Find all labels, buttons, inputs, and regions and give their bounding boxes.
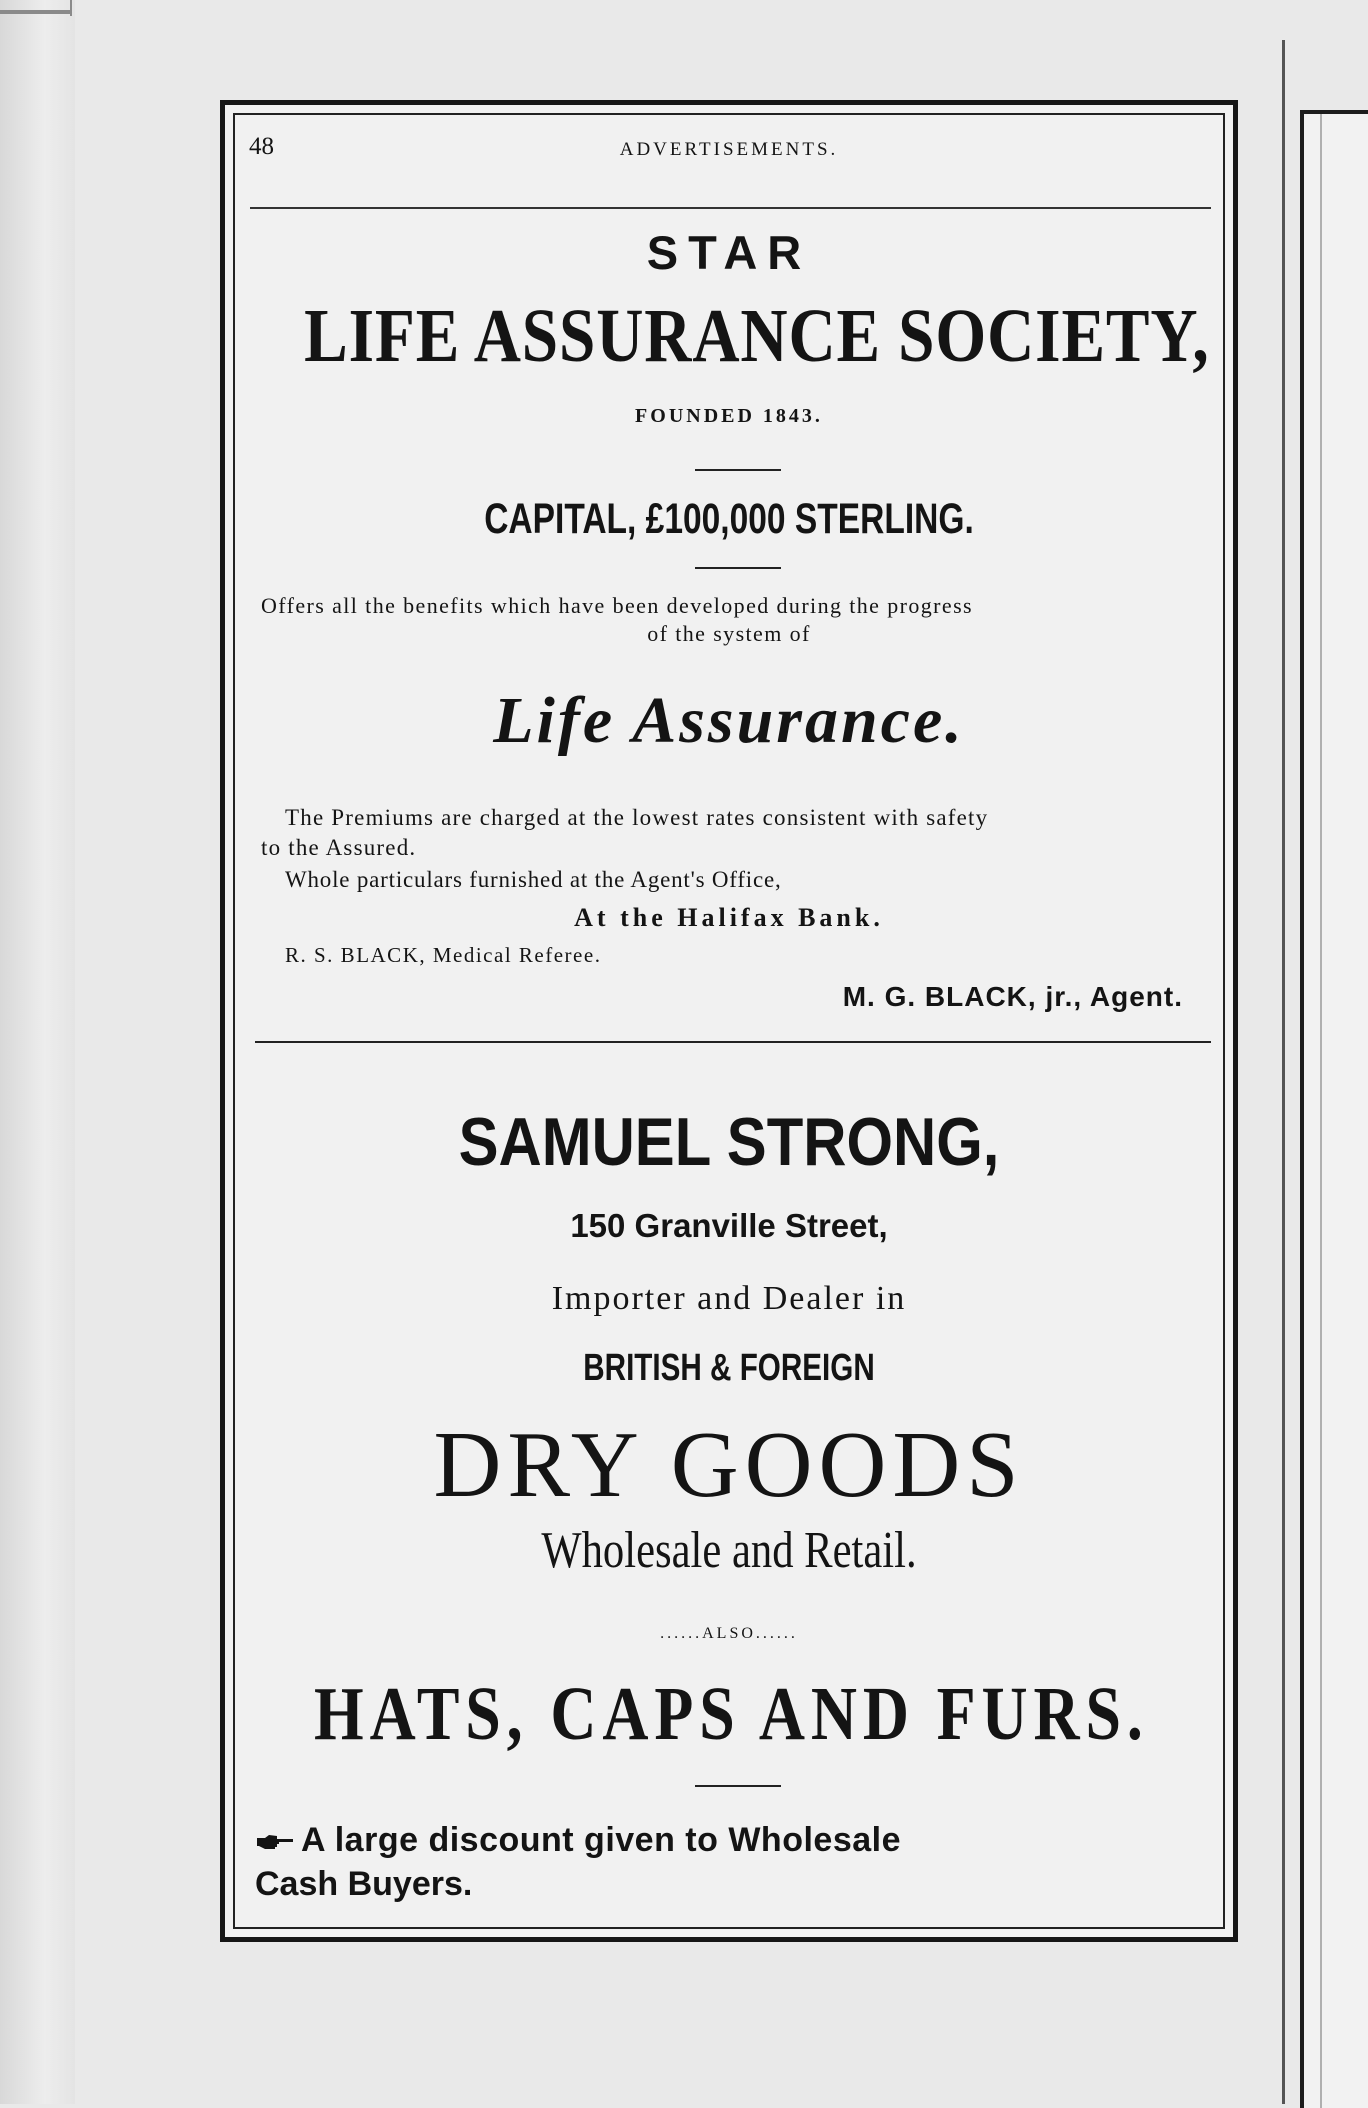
offers-text: Offers all the benefits which have been developed during the progress [261,593,973,618]
hats-caps-furs: HATS, CAPS AND FURS. [314,1672,1149,1756]
section-divider [255,1041,1211,1043]
medical-referee: R. S. BLACK, Medical Referee. [285,943,602,967]
discount-text-continued: Cash Buyers. [255,1865,473,1903]
offers-text-continued: of the system of [647,621,811,646]
premiums-text: The Premiums are charged at the lowest rates consistent with safety [285,805,989,830]
advertisement-inner-border [233,113,1225,1929]
trade-type: Wholesale and Retail. [541,1522,917,1579]
capital-statement: CAPITAL, £100,000 STERLING. [484,495,974,543]
life-assurance-heading: Life Assurance. [493,684,965,757]
pointing-hand-icon [255,1832,295,1852]
left-page-margin [0,0,75,2104]
advertisement-page [220,100,1238,1942]
facing-page-edge [1300,110,1368,2108]
founded-year: FOUNDED 1843. [635,405,823,427]
premiums-text-continued: to the Assured. [261,835,417,860]
also-line: ......ALSO...... [660,1625,798,1642]
header-rule [250,207,1211,209]
divider [695,1785,781,1787]
discount-text: A large discount given to Wholesale [301,1821,901,1859]
divider [695,567,781,569]
office-location: At the Halifax Bank. [574,903,884,932]
divider [695,469,781,471]
particulars-text: Whole particulars furnished at the Agent's Office, [285,867,782,892]
dry-goods-heading: DRY GOODS [433,1413,1025,1517]
merchant-address: 150 Granville Street, [570,1207,888,1244]
merchant-name: SAMUEL STRONG, [458,1104,1000,1180]
goods-origin: BRITISH & FOREIGN [583,1347,875,1389]
running-head: ADVERTISEMENTS. [619,139,839,160]
agent-name: M. G. BLACK, jr., Agent. [842,981,1183,1012]
company-name: LIFE ASSURANCE SOCIETY, [304,294,1210,378]
page-edge [1282,40,1285,2104]
importer-line: Importer and Dealer in [551,1280,907,1317]
page-number: 48 [249,133,274,160]
discount-line [255,1821,901,1860]
star-brand: STAR [646,226,812,279]
